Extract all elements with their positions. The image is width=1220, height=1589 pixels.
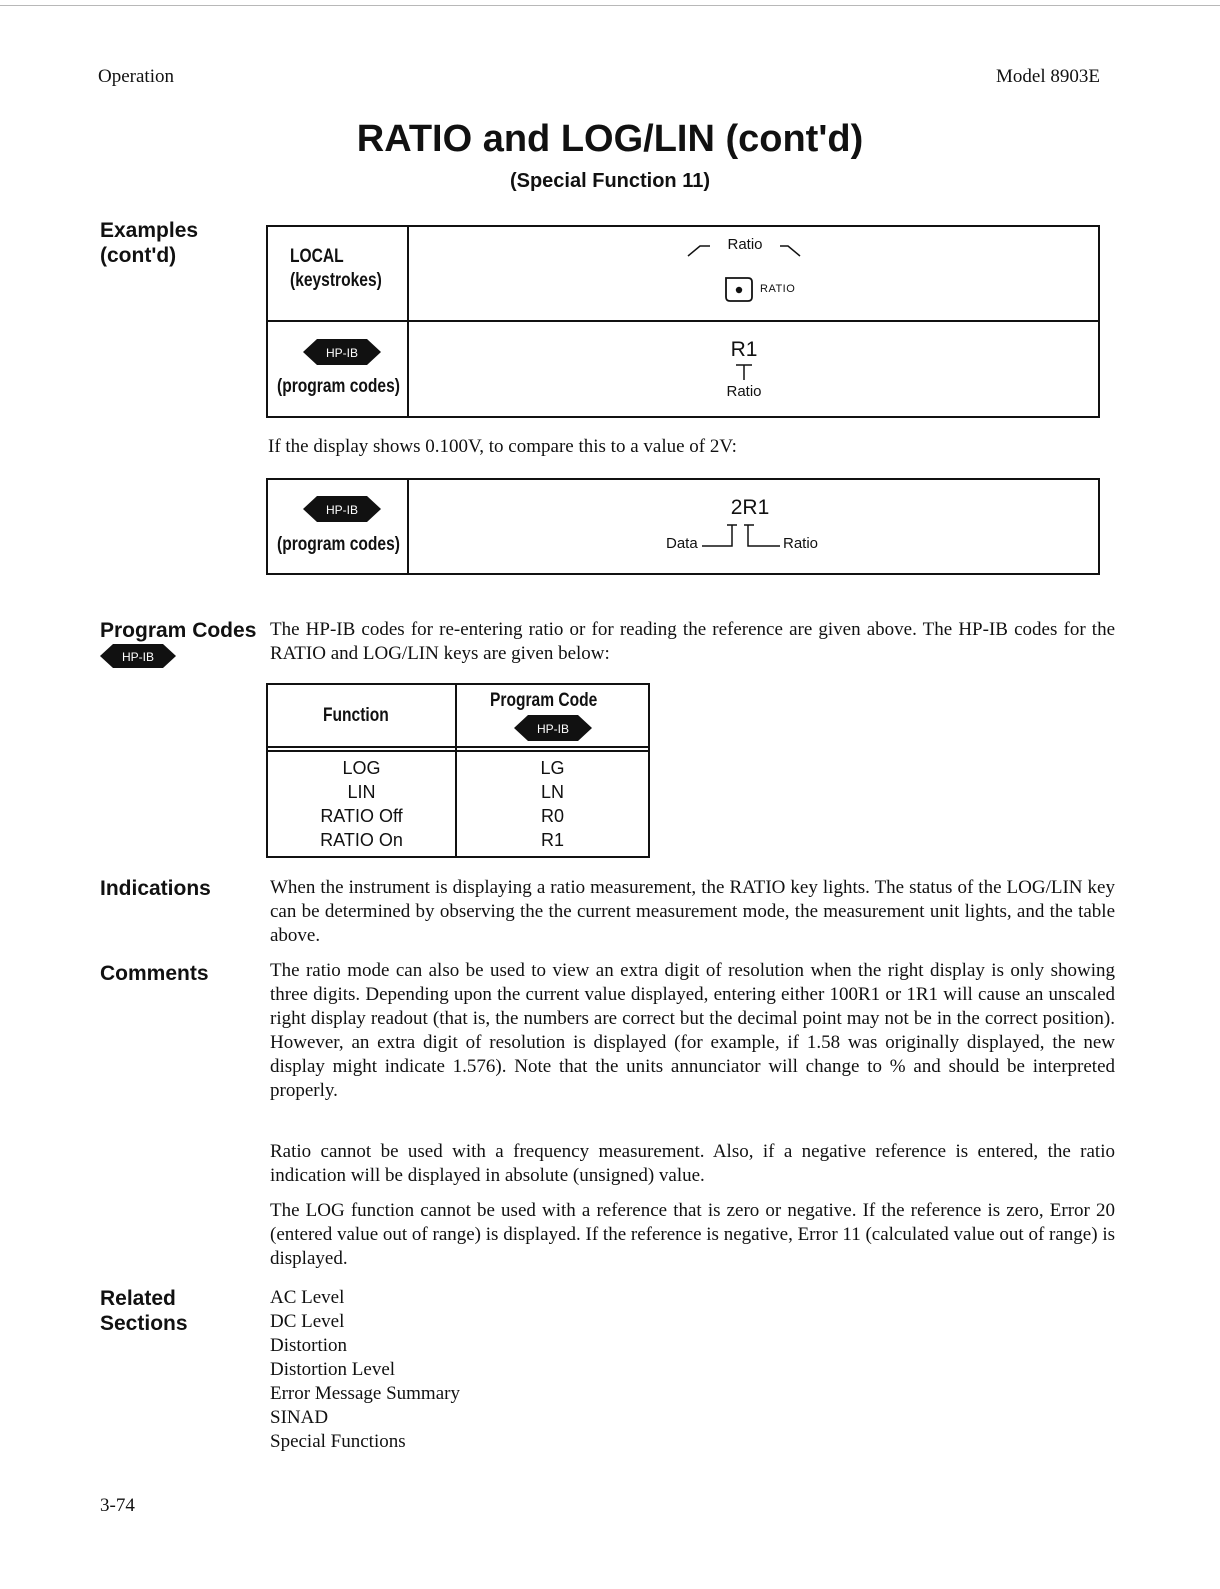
program-codes-label: (program codes) bbox=[277, 376, 400, 397]
table-cell: R0 bbox=[540, 806, 564, 826]
program-codes-text: The HP-IB codes for re-entering ratio or for reading the reference are given above. The HP-IB codes for the RATIO and LOG/LIN keys are given below: bbox=[270, 619, 1115, 664]
example-table-2 bbox=[266, 478, 1100, 575]
header-section-label: Operation bbox=[98, 66, 174, 87]
code-r1: R1 bbox=[730, 338, 758, 361]
example-intro-text: If the display shows 0.100V, to compare this to a value of 2V: bbox=[268, 436, 737, 457]
key-icon bbox=[722, 275, 758, 305]
indications-heading: Indications bbox=[100, 877, 211, 900]
code-2r1: 2R1 bbox=[730, 496, 770, 519]
table-cell: LG bbox=[540, 758, 565, 778]
list-item: SINAD bbox=[270, 1407, 329, 1428]
table-divider bbox=[266, 746, 650, 748]
hpib-arrow-shape bbox=[303, 495, 381, 523]
table-cell: RATIO Off bbox=[320, 806, 403, 826]
code-r1-annotation: Ratio bbox=[726, 383, 762, 400]
hpib-arrow-shape bbox=[303, 338, 381, 366]
list-item: Distortion Level bbox=[270, 1359, 396, 1380]
top-rule bbox=[0, 5, 1220, 6]
hpib-icon bbox=[303, 495, 381, 528]
hpib-arrow-shape bbox=[514, 714, 592, 742]
data-annotation: Data bbox=[666, 535, 698, 552]
ratio-annotation: Ratio bbox=[783, 535, 819, 552]
list-item: Special Functions bbox=[270, 1431, 406, 1452]
function-column-header: Function bbox=[323, 705, 389, 726]
program-codes-label: (program codes) bbox=[277, 534, 400, 555]
list-item: AC Level bbox=[270, 1287, 345, 1308]
hpib-icon bbox=[514, 714, 592, 747]
code-column bbox=[457, 756, 648, 852]
related-sections-heading: Related Sections bbox=[100, 1287, 188, 1335]
keystrokes-label: (keystrokes) bbox=[290, 270, 382, 291]
ratio-bracket-label: Ratio bbox=[727, 236, 763, 253]
comments-heading: Comments bbox=[100, 962, 209, 985]
list-item: Error Message Summary bbox=[270, 1383, 460, 1404]
program-code-column-header: Program Code bbox=[490, 690, 598, 711]
annotation-ticks bbox=[700, 519, 790, 549]
table-divider bbox=[266, 750, 650, 752]
page-title: RATIO and LOG/LIN (cont'd) bbox=[356, 118, 864, 160]
ratio-bracket bbox=[680, 236, 810, 254]
ratio-key bbox=[722, 275, 832, 305]
local-cell bbox=[290, 246, 402, 292]
hpib-icon bbox=[303, 338, 381, 371]
header-model-label: Model 8903E bbox=[996, 66, 1100, 87]
svg-text:HP-IB: HP-IB bbox=[325, 503, 359, 517]
related-sections-list bbox=[270, 1286, 460, 1454]
table-cell: LOG bbox=[342, 758, 381, 778]
program-codes-label-cell bbox=[277, 534, 427, 556]
comments-paragraph: The ratio mode can also be used to view an extra digit of resolution when the right display is only showing three digits. Depending upon the current value displayed, entering either 100R1 or 1R1 will cause an unscaled right display readout (that is, the numbers are correct but the decimal point may not be in the correct position). However, an extra digit of resolution is displayed (for example, if 1.58 was originally displayed, the new display might indicate 1.576). Note that the units annunciator will change to % and should be interpreted properly. bbox=[270, 960, 1115, 1101]
list-item: DC Level bbox=[270, 1311, 345, 1332]
table-cell: LN bbox=[540, 782, 564, 802]
comments-paragraph: The LOG function cannot be used with a reference that is zero or negative. If the reference is zero, Error 20 (entered value out of range) is displayed. If the reference is negative, Error 11 (calculated value out of range) is displayed. bbox=[270, 1200, 1115, 1269]
svg-text:HP-IB: HP-IB bbox=[536, 722, 570, 736]
page-number: 3-74 bbox=[100, 1495, 135, 1516]
table-cell: LIN bbox=[347, 782, 376, 802]
examples-heading: Examples (cont'd) bbox=[100, 219, 199, 267]
table-cell: RATIO On bbox=[320, 830, 403, 850]
hpib-arrow-shape bbox=[100, 643, 176, 669]
table-cell: R1 bbox=[540, 830, 564, 850]
program-codes-label-cell bbox=[277, 376, 427, 398]
program-codes-heading: Program Codes bbox=[100, 619, 257, 642]
list-item: Distortion bbox=[270, 1335, 348, 1356]
ratio-key-label: RATIO bbox=[760, 283, 796, 295]
hpib-icon bbox=[100, 643, 176, 674]
comments-paragraph: Ratio cannot be used with a frequency measurement. Also, if a negative reference is entered, the ratio indication will be displayed in absolute (unsigned) value. bbox=[270, 1141, 1115, 1186]
annotation-tick bbox=[734, 362, 754, 382]
local-label: LOCAL bbox=[290, 246, 344, 267]
function-column bbox=[268, 756, 455, 852]
svg-text:HP-IB: HP-IB bbox=[121, 650, 155, 664]
indications-text: When the instrument is displaying a ratio measurement, the RATIO key lights. The status of the LOG/LIN key can be determined by observing the the current measurement mode, the measurement unit lights, and the table above. bbox=[270, 877, 1115, 946]
page-subtitle: (Special Function 11) bbox=[509, 170, 711, 192]
table-divider bbox=[407, 478, 409, 575]
svg-text:HP-IB: HP-IB bbox=[325, 346, 359, 360]
table-divider bbox=[266, 320, 1100, 322]
